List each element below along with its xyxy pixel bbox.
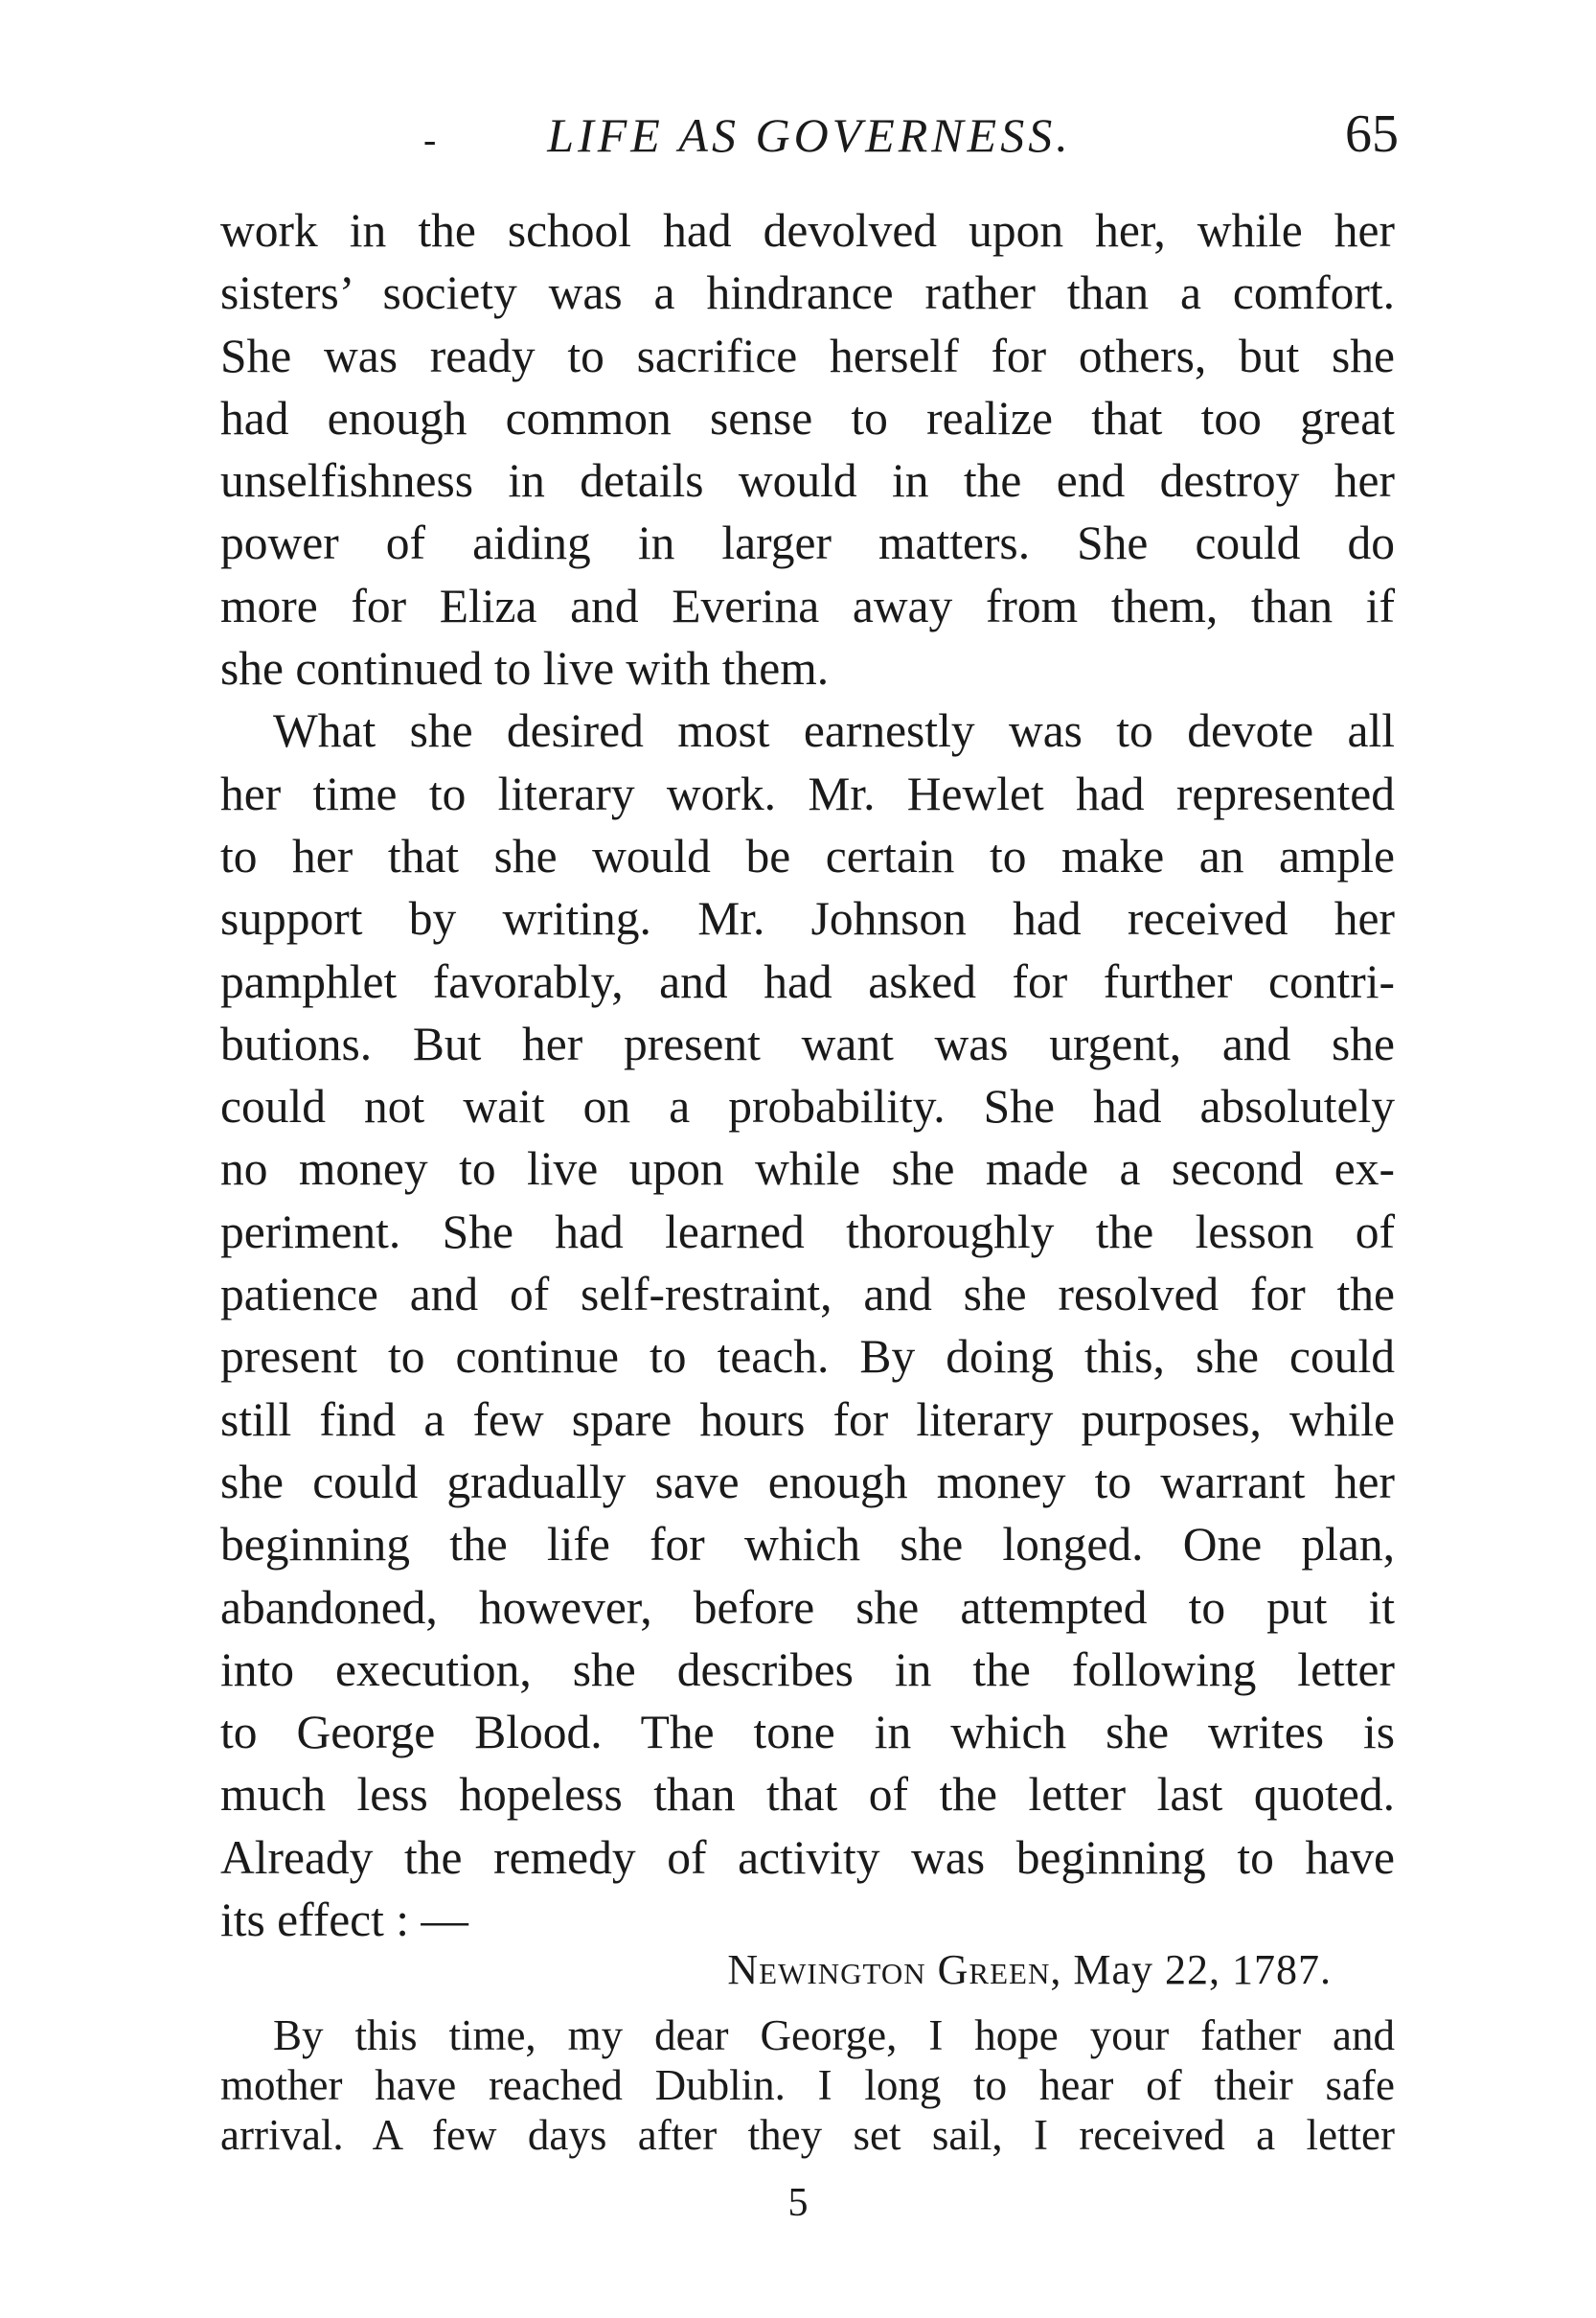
running-title: LIFE AS GOVERNESS. (547, 108, 1072, 162)
paragraph-1 (220, 199, 1395, 700)
text-line: power of aiding in larger matters. She could do (220, 516, 1395, 570)
text-line: more for Eliza and Everina away from them, than if (220, 579, 1395, 632)
letter-line: By this time, my dear George, I hope your father and (273, 2011, 1395, 2059)
header-dash: - (423, 118, 437, 161)
text-line: patience and of self-restraint, and she resolved for the (220, 1268, 1395, 1321)
text-line: its effect : — (220, 1893, 468, 1947)
dateline-date: May 22, 1787. (1073, 1946, 1332, 1993)
text-line: sisters’ society was a hindrance rather than a comfort. (220, 266, 1395, 320)
letter-line: arrival. A few days after they set sail, I received a letter (220, 2111, 1395, 2159)
signature-mark: 5 (787, 2181, 809, 2225)
text-line: into execution, she describes in the following letter (220, 1642, 1395, 1696)
letter-dateline (220, 1945, 1332, 1994)
text-line: support by writing. Mr. Johnson had received her (220, 892, 1395, 946)
text-line: to George Blood. The tone in which she writes is (220, 1706, 1395, 1759)
paragraph-2 (220, 700, 1395, 1951)
text-line: abandoned, however, before she attempted to put it (220, 1580, 1395, 1634)
letter-text (220, 2010, 1395, 2160)
text-line: could not wait on a probability. She had absolutely (220, 1080, 1395, 1134)
text-line: unselfishness in details would in the end destroy her (220, 454, 1395, 508)
text-line: still find a few spare hours for literary purposes, while (220, 1392, 1395, 1446)
text-line: present to continue to teach. By doing this, she could (220, 1330, 1395, 1384)
text-line: no money to live upon while she made a second ex- (220, 1142, 1395, 1196)
text-line: pamphlet favorably, and had asked for further contri- (220, 954, 1395, 1008)
running-header (220, 104, 1399, 174)
text-line: she could gradually save enough money to warrant her (220, 1455, 1395, 1508)
text-line: her time to literary work. Mr. Hewlet had represented (220, 767, 1395, 820)
text-line: periment. She had learned thoroughly the lesson of (220, 1205, 1395, 1258)
text-line: work in the school had devolved upon her, while her (220, 204, 1395, 257)
dateline-place: Newington Green, (727, 1946, 1062, 1993)
text-line: much less hopeless than that of the letter last quoted. (220, 1768, 1395, 1822)
text-line: What she desired most earnestly was to devote all (273, 704, 1395, 758)
text-line: she continued to live with them. (220, 642, 830, 696)
text-line: had enough common sense to realize that too great (220, 391, 1395, 445)
text-line: to her that she would be certain to make an ample (220, 829, 1395, 883)
page-number: 65 (1345, 104, 1399, 164)
body-text (220, 199, 1395, 1951)
text-line: Already the remedy of activity was beginning to have (220, 1830, 1395, 1884)
letter-line: mother have reached Dublin. I long to hear of their safe (220, 2061, 1395, 2109)
text-line: beginning the life for which she longed. One plan, (220, 1518, 1395, 1572)
text-line: She was ready to sacrifice herself for others, but she (220, 329, 1395, 382)
text-line: butions. But her present want was urgent, and she (220, 1017, 1395, 1070)
